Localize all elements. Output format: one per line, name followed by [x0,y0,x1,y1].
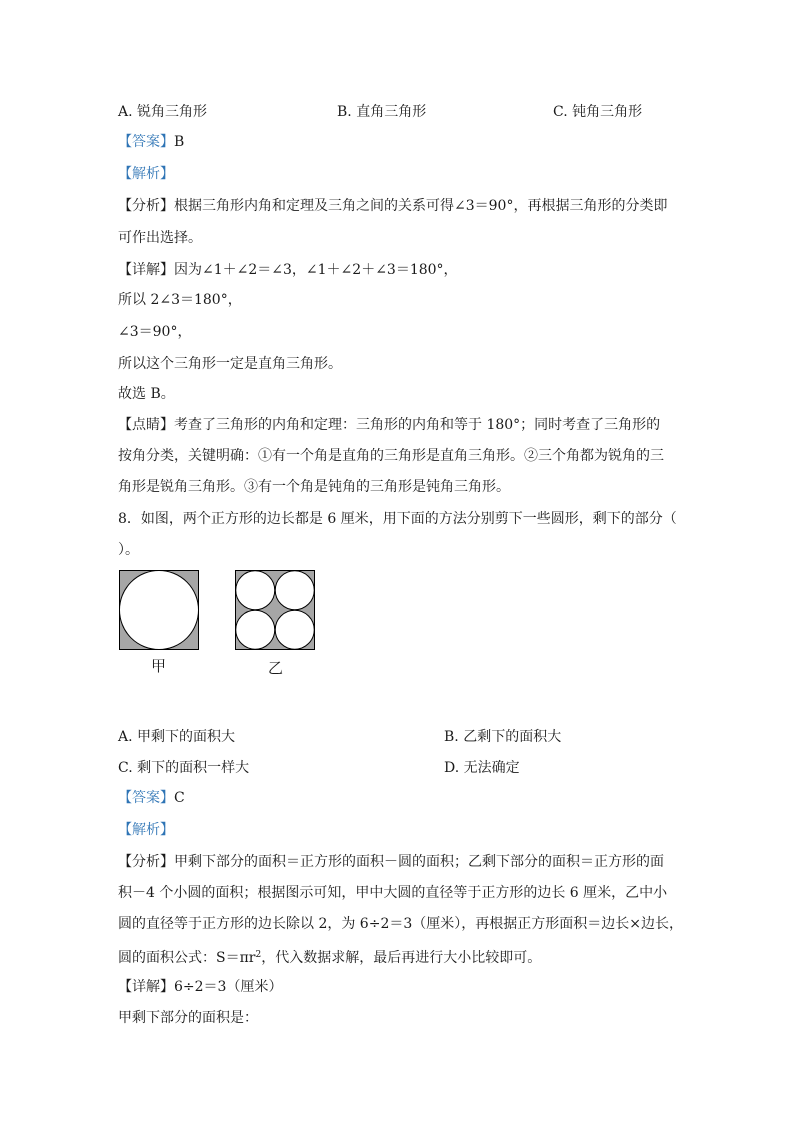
dianjing-tag: 【点睛】 [118,417,174,433]
small-circle [236,610,275,649]
q8-stem-1: 8．如图，两个正方形的边长都是 6 厘米，用下面的方法分别剪下一些圆形，剩下的部分（ [118,511,677,527]
q8-answer: C [174,790,185,806]
answer-tag: 【答案】 [118,134,174,150]
q8-answer-line [118,788,185,808]
q8-analysis-tag: 【解析】 [118,822,174,838]
q8-option-a: A. 甲剩下的面积大 [118,729,236,745]
figure-yi-label: 乙 [268,659,284,677]
q8-fenxi-text: 甲剩下部分的面积＝正方形的面积－圆的面积；乙剩下部分的面积＝正方形的面 [174,854,664,870]
q7-line-5: 故选 B。 [118,386,175,402]
q8-xiangjie-1 [118,977,282,997]
exponent: 2 [255,950,262,960]
q7-answer: B [174,134,185,150]
q7-xiangjie-1 [118,260,458,280]
q7-dianjing-text: 考查了三角形的内角和定理：三角形的内角和等于 180°；同时考查了三角形的 [174,417,661,433]
big-circle [120,571,199,650]
figure-yi [235,570,317,652]
q7-option-c: C. 钝角三角形 [553,104,643,120]
q8-fenxi-4 [118,945,541,968]
q7-option-b: B. 直角三角形 [337,104,427,120]
q7-fenxi-text: 根据三角形内角和定理及三角之间的关系可得∠3＝90°，再根据三角形的分类即 [174,198,668,214]
q8-fenxi-4-rest: ，代入数据求解，最后再进行大小比较即可。 [261,950,542,966]
q7-answer-line [118,132,184,152]
q8-option-c: C. 剩下的面积一样大 [118,760,250,776]
area-formula: 圆的面积公式：S＝πr [118,950,256,966]
figure-jia-label: 甲 [151,657,167,675]
answer-tag: 【答案】 [118,790,174,806]
q8-line-last: 甲剩下部分的面积是： [118,1010,258,1026]
q7-line-2: 所以 2∠3＝180°， [118,292,242,308]
q7-line-4: 所以这个三角形一定是直角三角形。 [118,356,342,372]
q7-dianjing-2: 按角分类，关键明确：①有一个角是直角的三角形是直角三角形。②三个角都为锐角的三 [118,448,664,464]
q7-dianjing-1 [118,415,660,435]
q8-option-b: B. 乙剩下的面积大 [444,729,562,745]
q7-line-3: ∠3＝90°， [118,324,192,340]
small-circle [275,610,314,649]
q8-fenxi-3: 圆的直径等于正方形的边长除以 2，为 6÷2＝3（厘米），再根据正方形面积＝边长×边长， [118,916,683,932]
q8-xiangjie-text: 6÷2＝3（厘米） [174,979,283,995]
q8-option-d: D. 无法确定 [444,760,520,776]
q7-fenxi-2: 可作出选择。 [118,230,202,246]
q8-fenxi-1 [118,852,664,872]
q7-dianjing-3: 角形是锐角三角形。③有一个角是钝角的三角形是钝角三角形。 [118,479,510,495]
fenxi-tag: 【分析】 [118,198,174,214]
q7-xiangjie-text: 因为∠1＋∠2＝∠3，∠1＋∠2＋∠3＝180°， [174,262,458,278]
xiangjie-tag: 【详解】 [118,979,174,995]
xiangjie-tag: 【详解】 [118,262,174,278]
q7-option-a: A. 锐角三角形 [118,104,208,120]
q8-fenxi-2: 积－4 个小圆的面积；根据图示可知，甲中大圆的直径等于正方形的边长 6 厘米，乙中小 [118,885,668,901]
q7-fenxi-1 [118,196,667,216]
figure-jia [119,570,201,652]
fenxi-tag: 【分析】 [118,854,174,870]
small-circle [236,571,275,610]
q8-stem-2: ）。 [118,542,139,558]
q7-analysis-tag: 【解析】 [118,166,174,182]
small-circle [275,571,314,610]
